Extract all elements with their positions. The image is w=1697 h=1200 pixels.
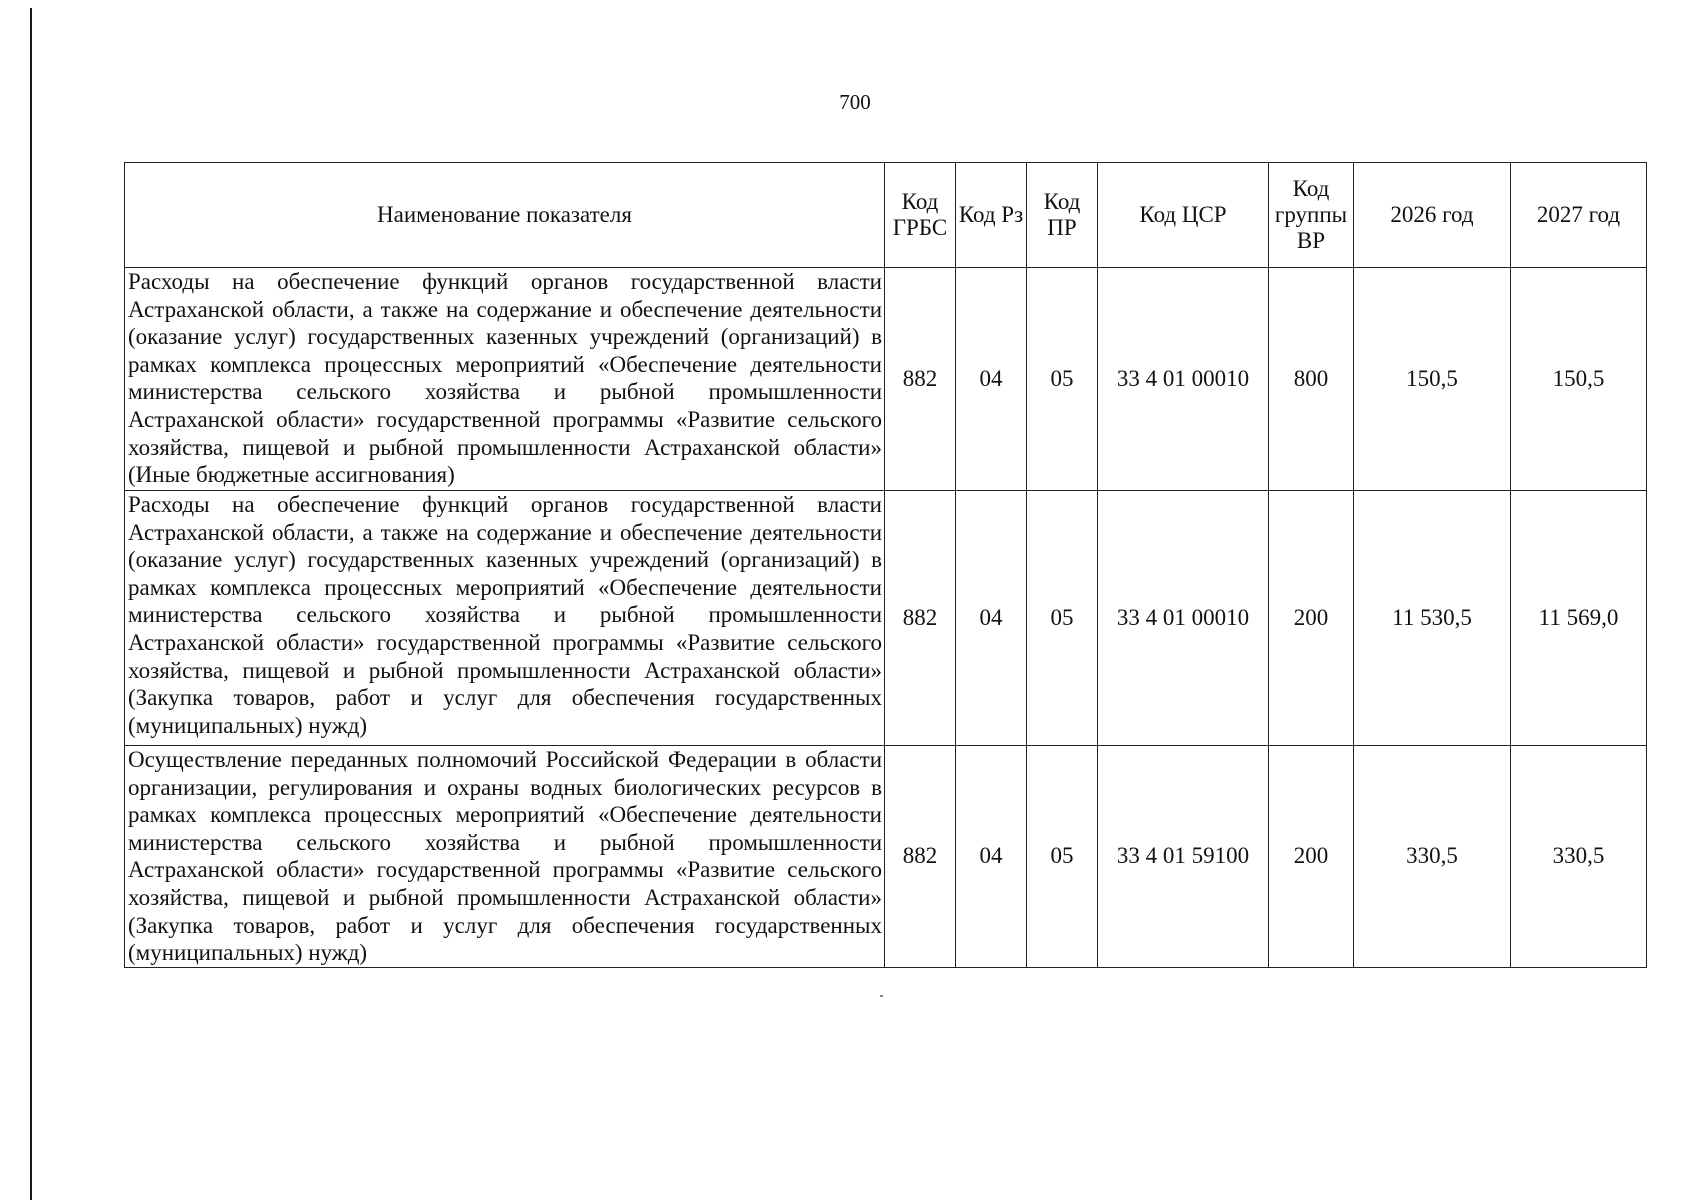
cell-2027: 150,5 <box>1511 268 1647 491</box>
cell-vr: 800 <box>1269 268 1354 491</box>
cell-csr: 33 4 01 59100 <box>1098 746 1269 968</box>
scan-speck <box>880 995 883 997</box>
cell-rz: 04 <box>956 746 1027 968</box>
header-vr: Код группы ВР <box>1269 163 1354 268</box>
header-pr: Код ПР <box>1027 163 1098 268</box>
cell-2026: 11 530,5 <box>1354 491 1511 746</box>
cell-2026: 150,5 <box>1354 268 1511 491</box>
cell-rz: 04 <box>956 268 1027 491</box>
cell-pr: 05 <box>1027 268 1098 491</box>
budget-table <box>124 162 1647 968</box>
cell-grbs: 882 <box>885 746 956 968</box>
table-row <box>125 491 1647 746</box>
cell-grbs: 882 <box>885 491 956 746</box>
cell-rz: 04 <box>956 491 1027 746</box>
header-2027: 2027 год <box>1511 163 1647 268</box>
cell-csr: 33 4 01 00010 <box>1098 268 1269 491</box>
header-rz: Код Рз <box>956 163 1027 268</box>
cell-2027: 11 569,0 <box>1511 491 1647 746</box>
header-grbs: Код ГРБС <box>885 163 956 268</box>
scan-edge-line <box>30 8 32 1200</box>
header-csr: Код ЦСР <box>1098 163 1269 268</box>
cell-pr: 05 <box>1027 746 1098 968</box>
cell-pr: 05 <box>1027 491 1098 746</box>
cell-vr: 200 <box>1269 491 1354 746</box>
header-name: Наименование показателя <box>125 163 885 268</box>
cell-grbs: 882 <box>885 268 956 491</box>
cell-2026: 330,5 <box>1354 746 1511 968</box>
cell-vr: 200 <box>1269 746 1354 968</box>
cell-csr: 33 4 01 00010 <box>1098 491 1269 746</box>
cell-name: Расходы на обеспечение функций органов государственной власти Астраханской области, а также на содержание и обеспечение деятельности (оказание услуг) государственных казенных учреждений (организаций) в рамках комплекса процессных мероприятий «Обеспечение деятельности министерства сельского хозяйства и рыбной промышленности Астраханской области» государственной программы «Развитие сельского хозяйства, пищевой и рыбной промышленности Астраханской области» (Закупка товаров, работ и услуг для обеспечения государственных (муниципальных) нужд) <box>125 491 885 746</box>
table-header-row <box>125 163 1647 268</box>
table-row <box>125 268 1647 491</box>
page-number: 700 <box>839 90 871 114</box>
table-row <box>125 746 1647 968</box>
cell-name: Расходы на обеспечение функций органов государственной власти Астраханской области, а также на содержание и обеспечение деятельности (оказание услуг) государственных казенных учреждений (организаций) в рамках комплекса процессных мероприятий «Обеспечение деятельности министерства сельского хозяйства и рыбной промышленности Астраханской области» государственной программы «Развитие сельского хозяйства, пищевой и рыбной промышленности Астраханской области» (Иные бюджетные ассигнования) <box>125 268 885 491</box>
cell-name: Осуществление переданных полномочий Российской Федерации в области организации, регулирования и охраны водных биологических ресурсов в рамках комплекса процессных мероприятий «Обеспечение деятельности министерства сельского хозяйства и рыбной промышленности Астраханской области» государственной программы «Развитие сельского хозяйства, пищевой и рыбной промышленности Астраханской области» (Закупка товаров, работ и услуг для обеспечения государственных (муниципальных) нужд) <box>125 746 885 968</box>
cell-2027: 330,5 <box>1511 746 1647 968</box>
header-2026: 2026 год <box>1354 163 1511 268</box>
